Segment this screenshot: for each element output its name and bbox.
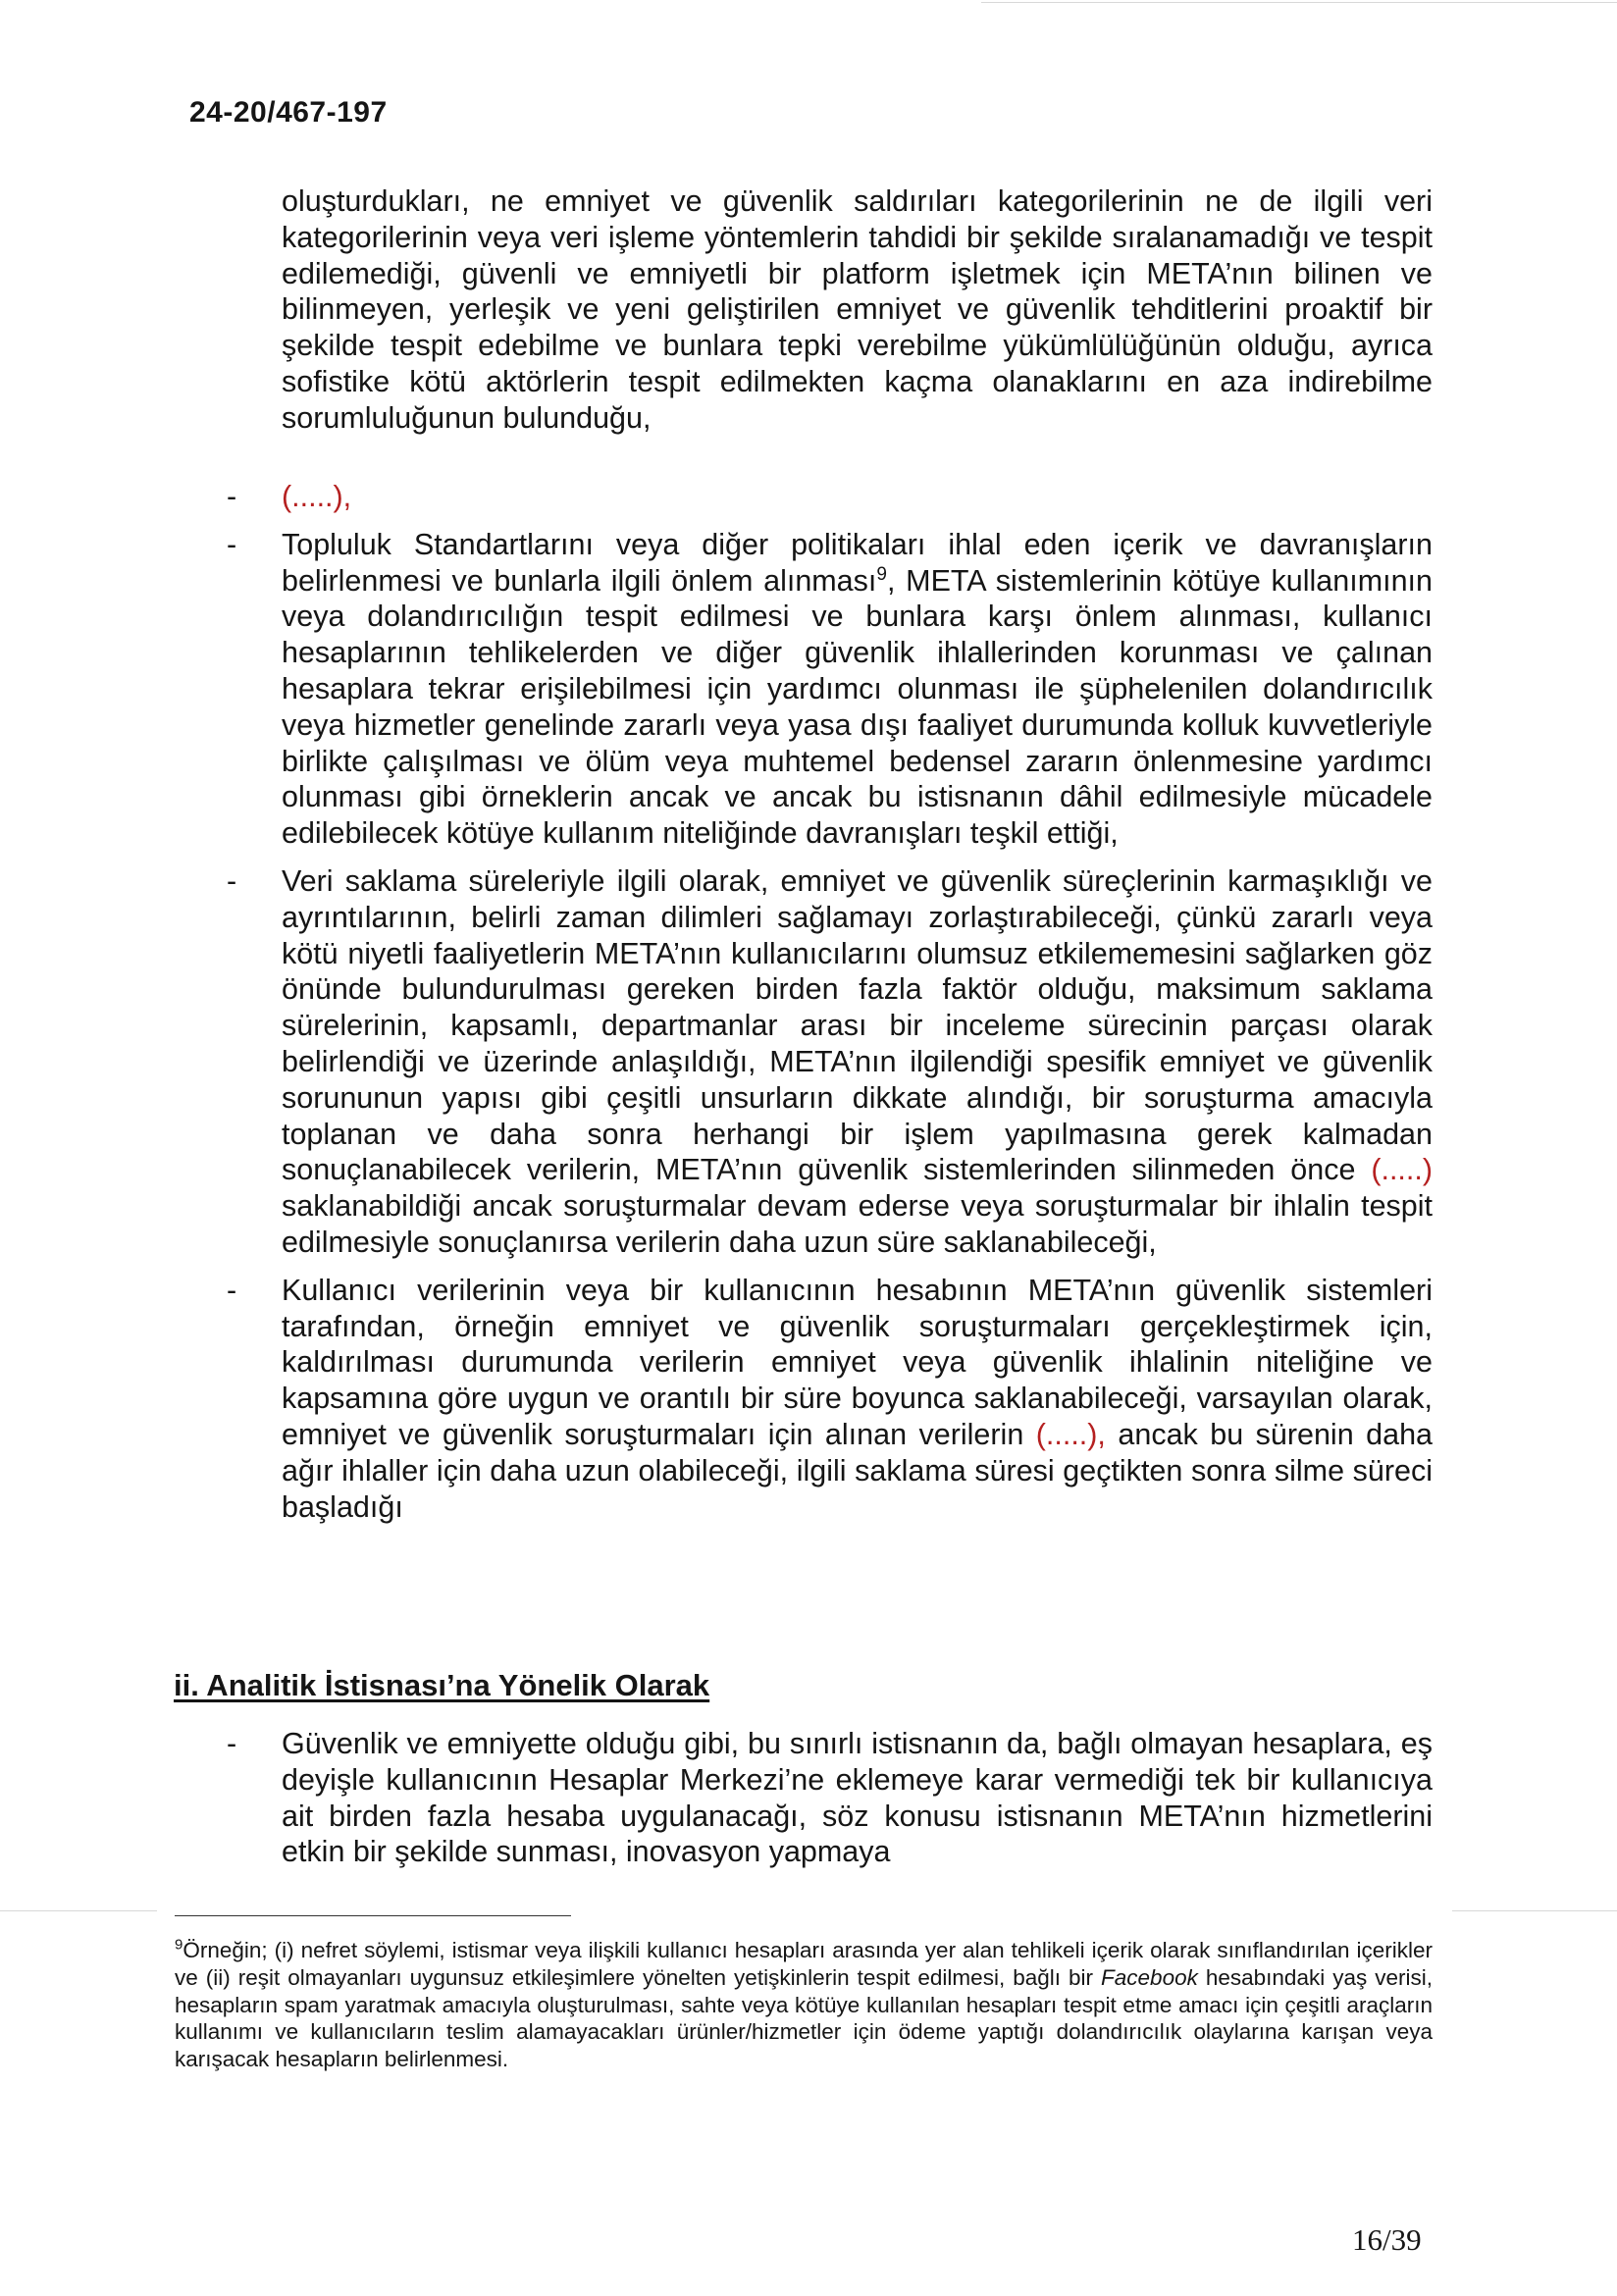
list-item bbox=[221, 863, 1433, 1261]
bullet-list bbox=[221, 1726, 1433, 1882]
footnote bbox=[175, 1937, 1433, 2073]
scan-edge-line bbox=[981, 2, 1617, 3]
footnote-text: hesabındaki yaş verisi, hesapların spam yaratmak amacıyla oluşturulması, sahte veya kötüye kullanılan hesapları tespit etme amacı için çeşitli araçların kullanımı ve kullanıcıların teslim alamayacakları ürünler/hizmetler için ödeme yaptığı dolandırıcılık olaylarına karışan veya karışacak hesapların belirlenmesi. bbox=[175, 1964, 1433, 2072]
document-number: 24-20/467-197 bbox=[189, 96, 388, 129]
section-heading: ii. Analitik İstisnası’na Yönelik Olarak bbox=[174, 1668, 710, 1702]
list-item bbox=[221, 1273, 1433, 1526]
list-item bbox=[221, 1726, 1433, 1870]
redacted-text: (.....), bbox=[282, 480, 352, 513]
redacted-text: (.....), bbox=[1035, 1417, 1106, 1451]
list-item-text: , META sistemlerinin kötüye kullanımının veya dolandırıcılığın tespit edilmesi ve bunlara karşı önlem alınması, kullanıcı hesaplarının tehlikelerden ve diğer güvenlik ihlallerinden korunması ve çalınan hesaplara tekrar erişilebilmesi için yardımcı olunması ile şüphelenilen dolandırıcılık veya hizmetler genelinde zararlı veya yasa dışı faaliyet durumunda kolluk kuvvetleriyle birlikte çalışılması ve ölüm veya muhtemel bedensel zararın önlenmesine yardımcı olunması gibi örneklerin ancak ve ancak bu istisnanın dâhil edilmesiyle mücadele edilebilecek kötüye kullanım niteliğinde davranışları teşkil ettiği, bbox=[282, 563, 1433, 851]
page-number: 16/39 bbox=[1352, 2222, 1422, 2257]
footnote-reference: 9 bbox=[876, 563, 887, 585]
footnote-text: Örneğin; (i) nefret söylemi, istismar veya ilişkili kullanıcı hesapları arasında yer alan tehlikeli içerik olarak sınıflandırılan içerikler ve (ii) reşit olmayanları uygunsuz etkileşimlere yönelten yetişkinlerin tespit edilmesi, bağlı bir bbox=[175, 1938, 1433, 1990]
list-item bbox=[221, 479, 1433, 515]
list-item bbox=[221, 527, 1433, 852]
scan-edge-line bbox=[1452, 1910, 1617, 1911]
footnote-number: 9 bbox=[175, 1936, 183, 1954]
bullet-list bbox=[221, 479, 1433, 1537]
footnote-italic-text: Facebook bbox=[1101, 1964, 1198, 1990]
list-item-text: Kullanıcı verilerinin veya bir kullanıcının hesabının META’nın güvenlik sistemleri tarafından, örneğin emniyet ve güvenlik soruşturmaları gerçekleştirmek için, kaldırılması durumunda verilerin emniyet veya güvenlik ihlalinin niteliğine ve kapsamına göre uygun ve orantılı bir süre boyunca saklanabileceği, varsayılan olarak, emniyet ve güvenlik soruşturmaları için alınan verilerin bbox=[282, 1273, 1433, 1451]
list-item-text: Güvenlik ve emniyette olduğu gibi, bu sınırlı istisnanın da, bağlı olmayan hesaplara, eş deyişle kullanıcının Hesaplar Merkezi’ne eklemeye karar vermediği tek bir kullanıcıya ait birden fazla hesaba uygulanacağı, söz konusu istisnanın META’nın hizmetlerini etkin bir şekilde sunması, inovasyon yapmaya bbox=[282, 1727, 1433, 1869]
list-item-text: saklanabildiği ancak soruşturmalar devam ederse veya soruşturmalar bir ihlalin tespit edilmesiyle sonuçlanırsa verilerin daha uzun süre saklanabileceği, bbox=[282, 1189, 1433, 1259]
list-item-text: ancak bu sürenin daha ağır ihlaller için daha uzun olabileceği, ilgili saklama süresi geçtikten sonra silme süreci başladığı bbox=[282, 1417, 1433, 1524]
scan-edge-line bbox=[0, 1910, 157, 1911]
intro-paragraph: oluşturdukları, ne emniyet ve güvenlik saldırıları kategorilerinin ne de ilgili veri kategorilerinin veya veri işleme yöntemlerin tahdidi bir şekilde sıralanamadığı ve tespit edilemediği, güvenli ve emniyetli bir platform işletmek için META’nın bilinen ve bilinmeyen, yerleşik ve yeni geliştirilen emniyet ve güvenlik tehditlerini proaktif bir şekilde tespit edebilme ve bunlara tepki verebilme yükümlülüğünün olduğu, ayrıca sofistike kötü aktörlerin tespit edilmekten kaçma olanaklarını en aza indirebilme sorumluluğunun bulunduğu, bbox=[282, 184, 1433, 435]
list-item-text: Topluluk Standartlarını veya diğer politikaları ihlal eden içerik ve davranışların belirlenmesi ve bunlarla ilgili önlem alınması bbox=[282, 527, 1433, 598]
list-item-text: Veri saklama süreleriyle ilgili olarak, emniyet ve güvenlik süreçlerinin karmaşıklığı ve ayrıntılarının, belirli zaman dilimleri sağlamayı zorlaştırabileceği, çünkü zararlı veya kötü niyetli faaliyetlerin META’nın kullanıcılarını olumsuz etkilememesini sağlarken göz önünde bulundurulması gereken birden fazla faktör olduğu, maksimum saklama sürelerinin, kapsamlı, departmanlar arası bir inceleme sürecinin parçası olarak belirlendiği ve üzerinde anlaşıldığı, META’nın ilgilendiği spesifik emniyet ve güvenlik sorununun yapısı gibi çeşitli unsurların dikkate alındığı, bir soruşturma amacıyla toplanan ve daha sonra herhangi bir işlem yapılmasına gerek kalmadan sonuçlanabilecek verilerin, META’nın güvenlik sistemlerinden silinmeden önce bbox=[282, 863, 1433, 1187]
footnote-separator bbox=[175, 1915, 571, 1916]
redacted-text: (.....) bbox=[1371, 1153, 1433, 1187]
